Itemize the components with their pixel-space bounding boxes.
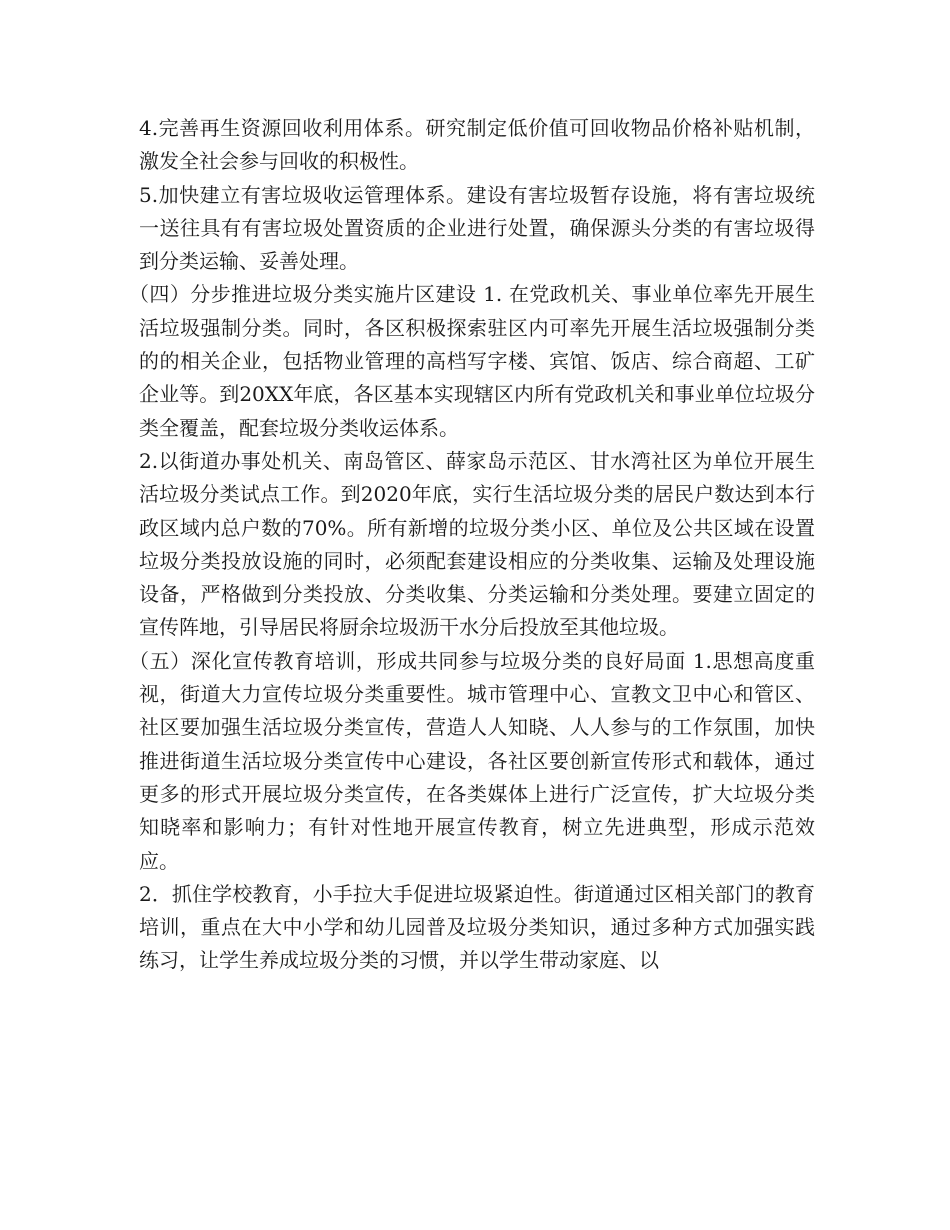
paragraph-4-recycling-system: 4.完善再生资源回收利用体系。研究制定低价值可回收物品价格补贴机制，激发全社会参与回收的积极性。 (139, 116, 815, 174)
paragraph-2-school-education: 2．抓住学校教育，小手拉大手促进垃圾紧迫性。街道通过区相关部门的教育培训，重点在大中小学和幼儿园普及垃圾分类知识，通过多种方式加强实践练习，让学生养成垃圾分类的习惯，并以学生带动家庭、以 (139, 881, 815, 973)
section-4-district-construction: （四）分步推进垃圾分类实施片区建设 1. 在党政机关、事业单位率先开展生活垃圾强制分类。同时，各区积极探索驻区内可率先开展生活垃圾强制分类的的相关企业，包括物业管理的高档写字楼、宾馆、饭店、综合商超、工矿企业等。到20XX年底，各区基本实现辖区内所有党政机关和事业单位垃圾分类全覆盖，配套垃圾分类收运体系。 (129, 282, 815, 440)
paragraph-2-pilot-work: 2.以街道办事处机关、南岛管区、薛家岛示范区、甘水湾社区为单位开展生活垃圾分类试点工作。到2020年底，实行生活垃圾分类的居民户数达到本行政区域内总户数的70%。所有新增的垃圾分类小区、单位及公共区域在设置垃圾分类投放设施的同时，必须配套建设相应的分类收集、运输及处理设施设备，严格做到分类投放、分类收集、分类运输和分类处理。要建立固定的宣传阵地，引导居民将厨余垃圾沥干水分后投放至其他垃圾。 (139, 448, 815, 640)
section-5-publicity-education: （五）深化宣传教育培训，形成共同参与垃圾分类的良好局面 1.思想高度重视，街道大力宣传垃圾分类重要性。城市管理中心、宣教文卫中心和管区、社区要加强生活垃圾分类宣传，营造人人知晓、人人参与的工作氛围，加快推进街道生活垃圾分类宣传中心建设，各社区要创新宣传形式和载体，通过更多的形式开展垃圾分类宣传，在各类媒体上进行广泛宣传，扩大垃圾分类知晓率和影响力；有针对性地开展宣传教育，树立先进典型，形成示范效应。 (129, 648, 815, 873)
paragraph-5-hazardous-waste: 5.加快建立有害垃圾收运管理体系。建设有害垃圾暂存设施，将有害垃圾统一送往具有有害垃圾处置资质的企业进行处置，确保源头分类的有害垃圾得到分类运输、妥善处理。 (139, 182, 815, 274)
document-body (129, 112, 815, 978)
